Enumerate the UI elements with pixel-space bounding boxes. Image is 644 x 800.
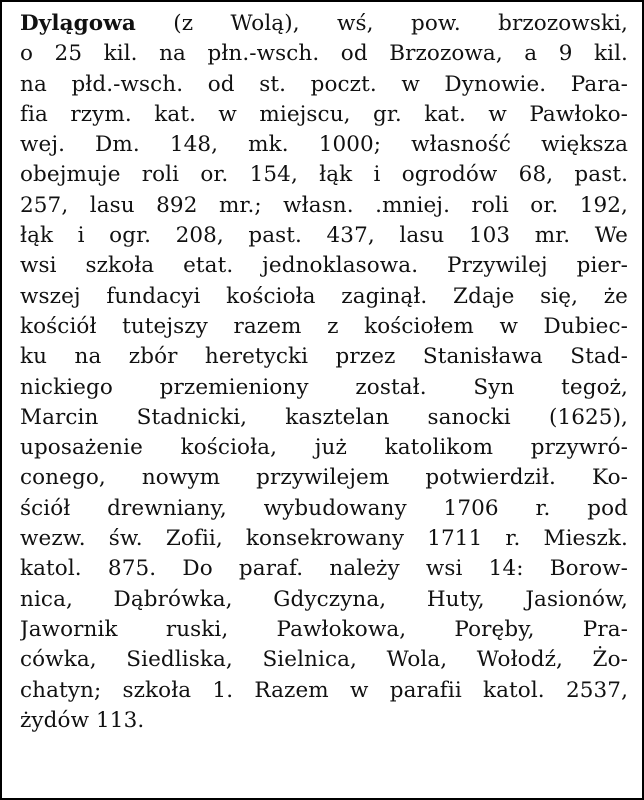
- entry-line: Jawornik ruski, Pawłokowa, Poręby, Pra-: [20, 616, 628, 642]
- entry-line: fia rzym. kat. w miejscu, gr. kat. w Pawłoko-: [20, 101, 628, 127]
- entry-line: [20, 9, 628, 39]
- entry-line: nica, Dąbrówka, Gdyczyna, Huty, Jasionów,: [20, 586, 628, 612]
- entry-line: 257, lasu 892 mr.; własn. .mniej. roli or. 192,: [20, 192, 628, 218]
- entry-line: Marcin Stadnicki, kasztelan sanocki (1625),: [20, 404, 628, 430]
- entry-line: chatyn; szkoła 1. Razem w parafii katol. 2537,: [20, 677, 628, 703]
- entry-line: łąk i ogr. 208, past. 437, lasu 103 mr. We: [20, 223, 628, 249]
- entry-line: o 25 kil. na płn.-wsch. od Brzozowa, a 9 kil.: [20, 41, 628, 67]
- dictionary-entry: [20, 9, 626, 736]
- entry-line: obejmuje roli or. 154, łąk i ogrodów 68, past.: [20, 162, 628, 188]
- entry-line: cówka, Siedliska, Sielnica, Wola, Wołodź, Żo-: [20, 647, 628, 673]
- entry-line-text: (z Wolą), wś, pow. brzozowski,: [135, 11, 628, 36]
- entry-line: wszej fundacyi kościoła zaginął. Zdaje się, że: [20, 283, 628, 309]
- entry-line: nickiego przemieniony został. Syn tegoż,: [20, 374, 628, 400]
- entry-line: katol. 875. Do paraf. należy wsi 14: Borow-: [20, 556, 628, 582]
- entry-line: conego, nowym przywilejem potwierdził. Ko-: [20, 465, 628, 491]
- entry-line: wezw. św. Zofii, konsekrowany 1711 r. Mieszk.: [20, 526, 628, 552]
- entry-line: ku na zbór heretycki przez Stanisława Stad-: [20, 344, 628, 370]
- entry-line: uposażenie kościoła, już katolikom przywró-: [20, 435, 628, 461]
- entry-headword: Dylągowa: [20, 11, 136, 36]
- entry-line: żydów 113.: [20, 707, 145, 733]
- entry-line: wej. Dm. 148, mk. 1000; własność większa: [20, 132, 628, 158]
- entry-line: kościół tutejszy razem z kościołem w Dubiec-: [20, 313, 628, 339]
- entry-line: na płd.-wsch. od st. poczt. w Dynowie. Para-: [20, 71, 628, 97]
- entry-line: wsi szkoła etat. jednoklasowa. Przywilej pier-: [20, 253, 628, 279]
- entry-line: ściół drewniany, wybudowany 1706 r. pod: [20, 495, 628, 521]
